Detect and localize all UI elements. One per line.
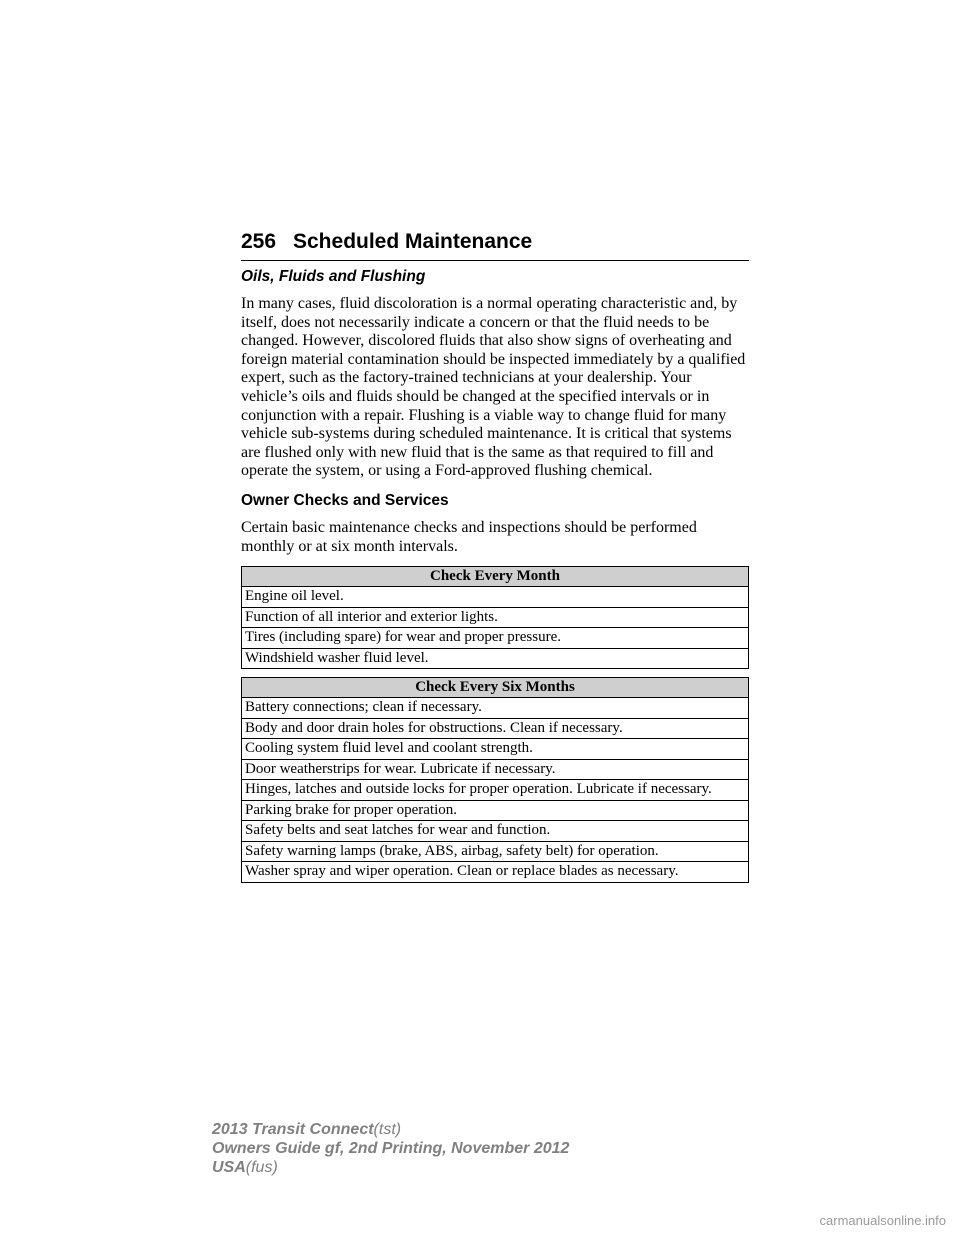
- table-row: [242, 862, 749, 883]
- owner-checks-heading: Owner Checks and Services: [241, 491, 449, 509]
- table-cell: Parking brake for proper operation.: [242, 800, 749, 821]
- table-cell: Engine oil level.: [242, 587, 749, 608]
- table-row: [242, 800, 749, 821]
- six-month-table-header: Check Every Six Months: [242, 678, 749, 698]
- page-number: 256: [241, 230, 277, 253]
- document-footer: [212, 1120, 569, 1177]
- table-cell: Washer spray and wiper operation. Clean or replace blades as necessary.: [242, 862, 749, 883]
- page-content: [241, 267, 749, 891]
- table-cell: Door weatherstrips for wear. Lubricate if necessary.: [242, 759, 749, 780]
- page-header: [241, 230, 749, 261]
- table-cell: Function of all interior and exterior lights.: [242, 607, 749, 628]
- table-cell: Safety belts and seat latches for wear and function.: [242, 821, 749, 842]
- watermark: carmanualsonline.info: [819, 1213, 946, 1228]
- table-row: [242, 759, 749, 780]
- table-row: [242, 739, 749, 760]
- table-cell: Hinges, latches and outside locks for proper operation. Lubricate if necessary.: [242, 780, 749, 801]
- table-row: [242, 628, 749, 649]
- table-row: [242, 698, 749, 719]
- footer-model-code: (tst): [373, 1121, 402, 1138]
- oils-fluids-paragraph: In many cases, fluid discoloration is a normal operating characteristic and, by itself, does not necessarily indicate a concern or that the fluid needs to be changed. However, discolored fluids that also show signs of overheating and foreign material contamination should be inspected immediately by a qualified expert, such as the factory-trained technicians at your dealership. Your vehicle’s oils and fluids should be changed at the specified intervals or in conjunction with a repair. Flushing is a viable way to change fluid for many vehicle sub-systems during scheduled maintenance. It is critical that systems are flushed only with new fluid that is the same as that required to fill and operate the system, or using a Ford-approved flushing chemical.: [241, 295, 746, 480]
- table-row: [242, 648, 749, 669]
- footer-market: USA: [212, 1159, 246, 1176]
- oils-fluids-heading: Oils, Fluids and Flushing: [241, 268, 426, 285]
- section-title: Scheduled Maintenance: [293, 230, 533, 253]
- table-cell: Safety warning lamps (brake, ABS, airbag, safety belt) for operation.: [242, 841, 749, 862]
- footer-line-2: Owners Guide gf, 2nd Printing, November 2012: [212, 1140, 570, 1157]
- table-row: [242, 841, 749, 862]
- footer-line-1: [212, 1120, 569, 1139]
- table-row: [242, 587, 749, 608]
- footer-line-3: [212, 1158, 569, 1177]
- table-header-row: [242, 567, 749, 587]
- table-row: [242, 607, 749, 628]
- footer-model: 2013 Transit Connect: [212, 1121, 374, 1138]
- monthly-table-header: Check Every Month: [242, 567, 749, 587]
- footer-market-code: (fus): [245, 1159, 278, 1176]
- table-row: [242, 780, 749, 801]
- owner-checks-paragraph: Certain basic maintenance checks and inspections should be performed monthly or at six month intervals.: [241, 518, 697, 555]
- table-header-row: [242, 678, 749, 698]
- table-row: [242, 718, 749, 739]
- table-cell: Battery connections; clean if necessary.: [242, 698, 749, 719]
- table-cell: Body and door drain holes for obstructions. Clean if necessary.: [242, 718, 749, 739]
- table-cell: Tires (including spare) for wear and proper pressure.: [242, 628, 749, 649]
- table-cell: Cooling system fluid level and coolant strength.: [242, 739, 749, 760]
- table-row: [242, 821, 749, 842]
- six-month-checks-table: [241, 677, 749, 883]
- table-cell: Windshield washer fluid level.: [242, 648, 749, 669]
- monthly-checks-table: [241, 566, 749, 669]
